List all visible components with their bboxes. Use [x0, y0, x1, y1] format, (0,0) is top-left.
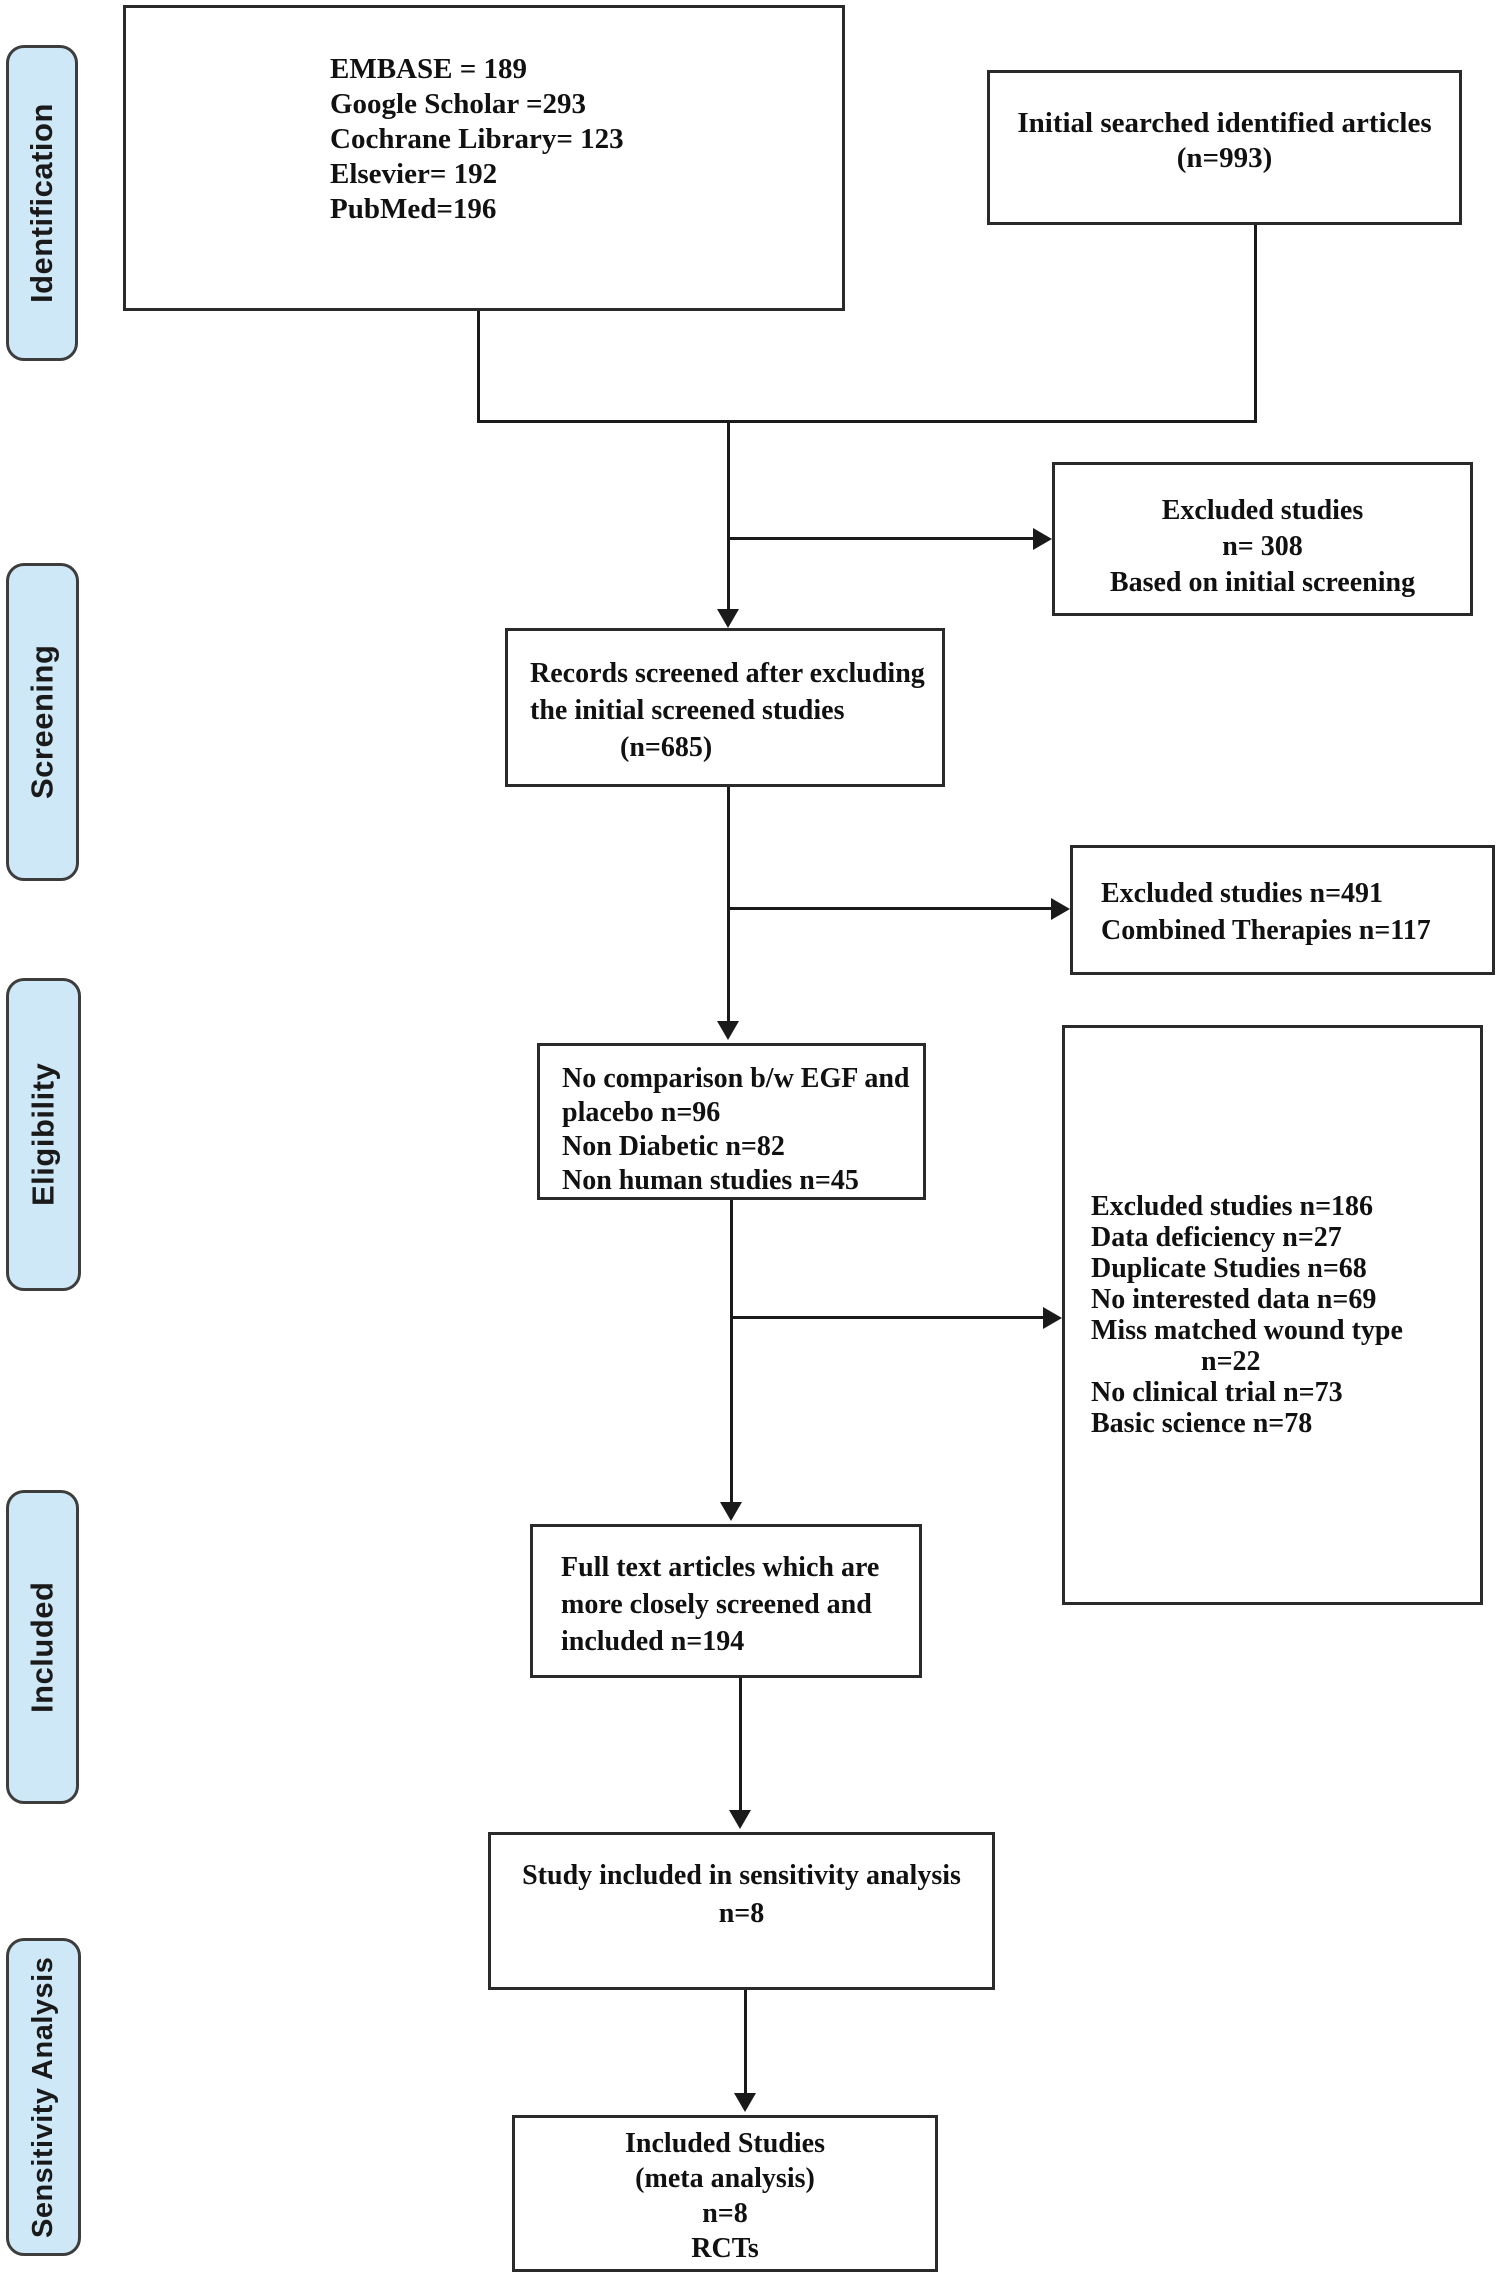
text-line: Basic science n=78	[1091, 1408, 1313, 1439]
box-excluded-eligibility	[1062, 1025, 1483, 1605]
stage-label-included: Included	[6, 1490, 79, 1804]
text-line: Elsevier= 192	[330, 158, 498, 190]
text-line: Cochrane Library= 123	[330, 123, 624, 155]
text-line: Data deficiency n=27	[1091, 1222, 1342, 1253]
stage-label-screening: Screening	[6, 563, 79, 881]
connector-to-excluded-initial-line	[727, 537, 1034, 540]
arrowhead-to-excluded-initial	[1033, 528, 1052, 550]
text-line: Duplicate Studies n=68	[1091, 1253, 1367, 1284]
arrowhead-to-sensitivity	[729, 1810, 751, 1829]
stage-label-sensitivity-analysis: Sensitivity Analysis	[6, 1938, 81, 2256]
text-line: Non Diabetic n=82	[562, 1131, 785, 1162]
text-line: Excluded studies	[1161, 495, 1364, 526]
connector-to-no-comparison-line	[727, 787, 730, 1022]
box-records-screened	[505, 628, 945, 787]
text-line: No clinical trial n=73	[1091, 1377, 1343, 1408]
text-line: Records screened after excluding	[530, 658, 925, 689]
text-line: included n=194	[561, 1626, 745, 1657]
arrowhead-to-full-text	[720, 1502, 742, 1521]
connector-merge-line	[477, 420, 1257, 423]
connector-to-full-text-line	[730, 1200, 733, 1503]
box-excluded-initial	[1052, 462, 1473, 616]
connector-to-meta-line	[744, 1990, 747, 2094]
text-line: Excluded studies n=186	[1091, 1191, 1374, 1222]
connector-to-excluded-eligibility-line	[730, 1316, 1044, 1319]
arrowhead-to-records	[717, 609, 739, 628]
text-line: placebo n=96	[562, 1097, 721, 1128]
box-meta-included	[512, 2115, 938, 2272]
text-line: EMBASE = 189	[330, 53, 527, 85]
text-line: Study included in sensitivity analysis	[522, 1860, 961, 1891]
arrowhead-to-meta	[734, 2093, 756, 2112]
text-line: n=8	[718, 1898, 765, 1929]
text-line: (meta analysis)	[635, 2163, 815, 2194]
text-line: (n=993)	[1176, 142, 1273, 174]
connector-to-excluded-screening-line	[727, 907, 1052, 910]
text-line: Miss matched wound type	[1091, 1315, 1403, 1346]
text-line: the initial screened studies	[530, 695, 845, 726]
text-line: Full text articles which are	[561, 1552, 880, 1583]
box-full-text	[530, 1524, 922, 1678]
box-databases	[123, 5, 845, 311]
text-line: n= 308	[1222, 531, 1303, 562]
arrowhead-to-excluded-eligibility	[1043, 1307, 1062, 1329]
connector-databases-down-line	[477, 311, 480, 421]
box-no-comparison	[537, 1043, 926, 1200]
text-line: Initial searched identified articles	[1017, 107, 1432, 139]
box-initial-search	[987, 70, 1462, 225]
connector-to-sensitivity-line	[739, 1678, 742, 1811]
text-line: No interested data n=69	[1091, 1284, 1377, 1315]
arrowhead-to-excluded-screening	[1051, 898, 1070, 920]
text-line: Included Studies	[625, 2128, 825, 2159]
text-line: Google Scholar =293	[330, 88, 587, 120]
text-line: PubMed=196	[330, 193, 497, 225]
text-line: Based on initial screening	[1109, 567, 1416, 598]
text-line: Combined Therapies n=117	[1101, 915, 1431, 946]
text-line: Excluded studies n=491	[1101, 878, 1384, 909]
connector-to-records-line	[727, 420, 730, 610]
text-line: n=8	[702, 2198, 748, 2229]
text-line: n=22	[1201, 1346, 1261, 1377]
box-sensitivity-included	[488, 1832, 995, 1990]
text-line: (n=685)	[620, 732, 713, 763]
stage-label-eligibility: Eligibility	[6, 978, 81, 1291]
box-excluded-screening	[1070, 845, 1495, 975]
text-line: Non human studies n=45	[562, 1165, 859, 1196]
arrowhead-to-no-comparison	[717, 1021, 739, 1040]
text-line: No comparison b/w EGF and	[562, 1063, 910, 1094]
connector-initial-down-line	[1254, 225, 1257, 423]
text-line: more closely screened and	[561, 1589, 872, 1620]
stage-label-identification: Identification	[6, 45, 78, 361]
text-line: RCTs	[691, 2233, 759, 2264]
